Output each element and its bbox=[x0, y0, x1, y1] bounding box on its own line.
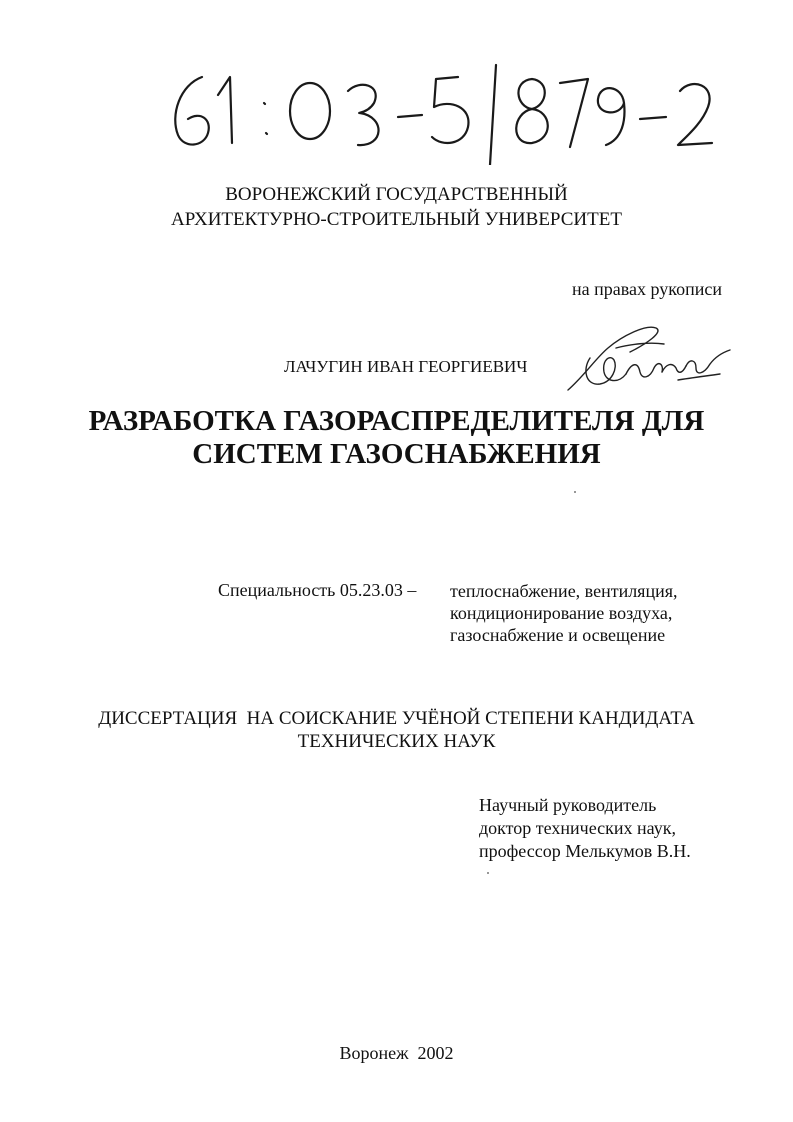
scan-speck bbox=[487, 872, 489, 874]
university-line-1: ВОРОНЕЖСКИЙ ГОСУДАРСТВЕННЫЙ bbox=[225, 184, 568, 205]
supervisor-block bbox=[479, 794, 691, 863]
rights-note: на правах рукописи bbox=[572, 279, 722, 299]
specialty-line-2: кондиционирование воздуха, bbox=[450, 603, 673, 623]
degree-statement bbox=[0, 707, 793, 753]
university-line-2: АРХИТЕКТУРНО-СТРОИТЕЛЬНЫЙ УНИВЕРСИТЕТ bbox=[171, 209, 622, 230]
specialty-description bbox=[450, 580, 678, 646]
supervisor-degree: доктор технических наук, bbox=[479, 818, 676, 838]
author-name: ЛАЧУГИН ИВАН ГЕОРГИЕВИЧ bbox=[284, 357, 528, 376]
title-line-2: СИСТЕМ ГАЗОСНАБЖЕНИЯ bbox=[192, 438, 601, 470]
scan-speck bbox=[574, 491, 576, 493]
specialty-line-1: теплоснабжение, вентиляция, bbox=[450, 581, 678, 601]
supervisor-role: Научный руководитель bbox=[479, 795, 657, 815]
specialty-line-3: газоснабжение и освещение bbox=[450, 625, 666, 645]
title-line-1: РАЗРАБОТКА ГАЗОРАСПРЕДЕЛИТЕЛЯ ДЛЯ bbox=[88, 405, 705, 437]
university-name bbox=[0, 182, 793, 232]
supervisor-name: профессор Мелькумов В.Н. bbox=[479, 841, 691, 861]
signature-icon bbox=[560, 318, 735, 398]
specialty-label: Специальность 05.23.03 – bbox=[218, 580, 417, 600]
city-year: Воронеж 2002 bbox=[339, 1043, 454, 1063]
handwritten-archive-code bbox=[160, 55, 720, 165]
degree-line-2: ТЕХНИЧЕСКИХ НАУК bbox=[297, 731, 496, 752]
degree-line-1: ДИССЕРТАЦИЯ НА СОИСКАНИЕ УЧЁНОЙ СТЕПЕНИ КАНДИДАТА bbox=[98, 708, 695, 729]
dissertation-title bbox=[0, 405, 793, 471]
